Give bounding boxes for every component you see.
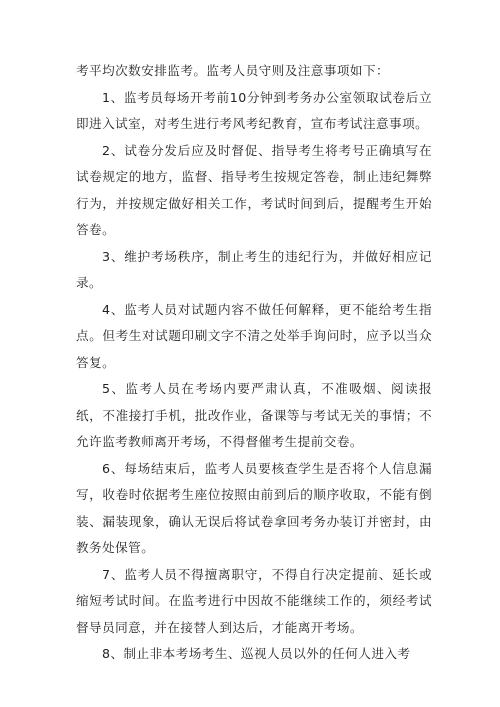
paragraph-rule-3: 3、维护考场秩序，制止考生的违纪行为，并做好相应记录。 <box>76 248 432 290</box>
paragraph-rule-7: 7、监考人员不得擅离职守，不得自行决定提前、延长或缩短考试时间。在监考进行中因故不能继续工作的，须经考试督导员同意，并在接替人到达后，才能离开考场。 <box>76 566 432 635</box>
document-body <box>76 58 432 668</box>
paragraph-rule-4: 4、监考人员对试题内容不做任何解释，更不能给考生指点。但考生对试题印刷文字不清之处举手询问时，应予以当众答复。 <box>76 301 432 370</box>
paragraph-rule-8: 8、制止非本考场考生、巡视人员以外的任何人进入考 <box>102 646 411 661</box>
paragraph-rule-6: 6、每场结束后，监考人员要核查学生是否将个人信息漏写，收卷时依据考生座位按照由前到后的顺序收取，不能有倒装、漏装现象，确认无误后将试卷拿回考务办装订并密封，由教务处保管。 <box>76 460 432 555</box>
paragraph-rule-1: 1、监考员每场开考前10分钟到考务办公室领取试卷后立即进入试室，对考生进行考风考纪教育，宣布考试注意事项。 <box>76 89 432 131</box>
paragraph-rule-5: 5、监考人员在考场内要严肃认真，不准吸烟、阅读报纸，不准接打手机，批改作业，备课等与考试无关的事情；不允许监考教师离开考场，不得督催考生提前交卷。 <box>76 381 432 449</box>
paragraph-intro: 考平均次数安排监考。监考人员守则及注意事项如下： <box>76 63 390 78</box>
paragraph-rule-2: 2、试卷分发后应及时督促、指导考生将考号正确填写在试卷规定的地方，监督、指导考生按规定答卷，制止违纪舞弊行为，并按规定做好相关工作，考试时间到后，提醒考生开始答卷。 <box>76 142 432 237</box>
